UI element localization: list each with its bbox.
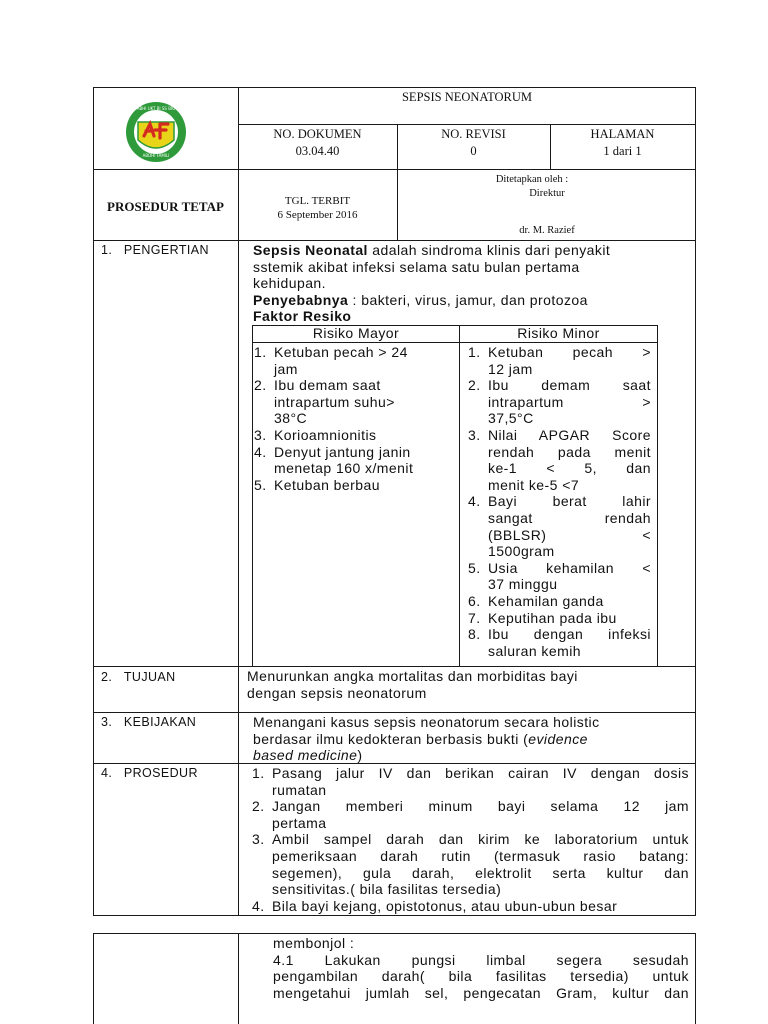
list-item-line: menit ke-5 <7 xyxy=(488,476,580,493)
list-item xyxy=(254,427,454,444)
cont-line-2: 4.1 Lakukan pungsi limbal segera sesudah xyxy=(273,951,689,968)
definition-line-3: kehidupan. xyxy=(253,275,327,292)
list-item-line: Bayi berat lahir xyxy=(488,493,651,510)
nama-direktur: dr. M. Razief xyxy=(519,225,575,236)
row-rule-pengertian xyxy=(93,666,696,667)
list-item-number: 5. xyxy=(254,476,267,493)
kebijakan-italic: evidence xyxy=(528,730,588,747)
list-item xyxy=(252,898,689,915)
risk-table-right xyxy=(657,325,658,666)
list-item-line: 38°C xyxy=(274,410,308,427)
list-item-line: Denyut jantung janin xyxy=(274,443,411,460)
prosedur-tetap-label: PROSEDUR TETAP xyxy=(107,199,224,214)
kebijakan-content xyxy=(253,714,693,764)
halaman-label: HALAMAN xyxy=(590,127,655,141)
risiko-mayor-list xyxy=(254,344,454,493)
list-item-line: Pasang jalur IV dan berikan cairan IV dengan dosis xyxy=(272,765,689,781)
header-rule-2 xyxy=(93,169,696,170)
no-revisi-label: NO. REVISI xyxy=(441,127,506,141)
section-label-kebijakan xyxy=(101,715,196,729)
list-item xyxy=(468,493,651,559)
hospital-logo xyxy=(124,100,188,164)
list-item-line: Ibu demam saat xyxy=(488,377,651,394)
cont-divider xyxy=(238,933,239,1024)
kebijakan-text: ) xyxy=(357,747,363,764)
list-item-number: 4. xyxy=(468,493,481,510)
tgl-terbit-label: TGL. TERBIT xyxy=(284,195,351,207)
list-item-line: Nilai APGAR Score xyxy=(488,426,651,443)
kebijakan-line-3 xyxy=(253,747,693,764)
list-item-number: 5. xyxy=(468,559,481,576)
risiko-minor-list xyxy=(468,344,651,659)
list-item-line: 37 minggu xyxy=(488,576,558,593)
section-title: PROSEDUR xyxy=(123,766,198,780)
list-item xyxy=(468,560,651,593)
section-title: KEBIJAKAN xyxy=(123,715,197,729)
list-item-line: Jangan memberi minum bayi selama 12 jam xyxy=(272,798,689,815)
list-item-line: intrapartum > xyxy=(488,393,651,410)
header-rule-3 xyxy=(93,240,696,241)
list-item xyxy=(468,626,651,659)
list-item-line: (BBLSR) < xyxy=(488,526,651,543)
risiko-mayor-header: Risiko Mayor xyxy=(312,325,400,341)
section-label-prosedur xyxy=(101,766,198,780)
tujuan-line-2: dengan sepsis neonatorum xyxy=(247,684,427,701)
list-item xyxy=(254,477,454,494)
list-item-line: Kehamilan ganda xyxy=(488,592,604,609)
cont-border-right xyxy=(695,933,696,1024)
list-item xyxy=(254,344,454,377)
cont-line-3: pengambilan darah( bila fasilitas tersedia) untuk xyxy=(273,968,689,985)
list-item-line: rumatan xyxy=(272,781,327,798)
definition-line-1 xyxy=(253,242,693,259)
document-title: SEPSIS NEONATORUM xyxy=(401,90,532,104)
list-item-line: 1500gram xyxy=(488,543,555,560)
list-item xyxy=(252,765,689,798)
list-item-number: 4. xyxy=(252,897,265,914)
section-title: TUJUAN xyxy=(123,670,176,684)
list-item-line: Ibu demam saat xyxy=(274,377,381,394)
list-item-line: Ambil sampel darah dan kirim ke laboratorium untuk xyxy=(272,831,689,848)
continuation-content xyxy=(273,935,689,1001)
kebijakan-text: berdasar ilmu kedokteran berbasis bukti ( xyxy=(253,730,529,747)
penyebab-line xyxy=(253,292,693,309)
prosedur-list xyxy=(252,765,689,914)
list-item-line: rendah pada menit xyxy=(488,443,651,460)
tujuan-content xyxy=(247,668,687,701)
list-item xyxy=(468,344,651,377)
list-item-number: 3. xyxy=(254,426,267,443)
list-item-line: intrapartum suhu> xyxy=(274,393,395,410)
logo-bottom-text: ABDHI FAMILI xyxy=(142,153,170,158)
logo-top-text: ABHI UKT BI SS BIG xyxy=(136,106,176,111)
ditetapkan-oleh: Ditetapkan oleh : xyxy=(495,174,569,185)
section-number: 3. xyxy=(101,715,113,729)
no-revisi-value: 0 xyxy=(470,144,477,158)
risk-table-middle xyxy=(459,325,460,666)
list-item-number: 7. xyxy=(468,609,481,626)
penyebab-term: Penyebabnya xyxy=(253,291,349,308)
list-item-number: 2. xyxy=(254,377,267,394)
list-item-line: ke-1 < 5, dan xyxy=(488,460,651,477)
definition-text: adalah sindroma klinis dari penyakit xyxy=(367,242,611,258)
table-border-right xyxy=(695,87,696,916)
section-number: 4. xyxy=(101,766,113,780)
list-item-number: 2. xyxy=(252,798,265,815)
list-item xyxy=(468,377,651,427)
list-item-number: 8. xyxy=(468,626,481,643)
list-item-line: segemen), gula darah, elektrolit serta kultur dan xyxy=(272,864,689,881)
section-number: 2. xyxy=(101,670,113,684)
list-item-line: pemeriksaan darah rutin (termasuk rasio batang: xyxy=(272,847,689,864)
definition-line-2: sstemik akibat infeksi selama satu bulan pertama xyxy=(253,258,580,275)
list-item xyxy=(252,831,689,897)
list-item-number: 6. xyxy=(468,592,481,609)
section-label-tujuan xyxy=(101,670,176,684)
list-item-line: Ketuban berbau xyxy=(274,476,380,493)
list-item xyxy=(252,798,689,831)
tgl-terbit-value: 6 September 2016 xyxy=(277,209,358,221)
list-item-line: Usia kehamilan < xyxy=(488,559,651,576)
jabatan-direktur: Direktur xyxy=(529,188,565,199)
list-item-line: menetap 160 x/menit xyxy=(274,460,414,477)
list-item xyxy=(468,610,651,627)
list-item-line: Bila bayi kejang, opistotonus, atau ubun-ubun besar xyxy=(272,897,618,914)
list-item-number: 1. xyxy=(252,765,265,781)
no-dokumen-label: NO. DOKUMEN xyxy=(273,127,362,141)
halaman-value: 1 dari 1 xyxy=(603,144,642,158)
tujuan-line-1: Menurunkan angka mortalitas dan morbiditas bayi xyxy=(247,668,578,684)
pengertian-content xyxy=(253,242,693,325)
list-item xyxy=(254,377,454,427)
sepsis-neonatal-term: Sepsis Neonatal xyxy=(253,242,368,258)
cont-border-left xyxy=(93,933,94,1024)
row-rule-tujuan xyxy=(93,712,696,713)
no-dokumen-value: 03.04.40 xyxy=(295,144,340,158)
list-item xyxy=(468,427,651,493)
risk-table-left xyxy=(252,325,253,666)
list-item-number: 4. xyxy=(254,443,267,460)
list-item-number: 1. xyxy=(468,344,481,360)
kebijakan-line-1: Menangani kasus sepsis neonatorum secara holistic xyxy=(253,714,600,730)
table-border-bottom xyxy=(93,915,696,916)
cont-line-4: mengetahui jumlah sel, pengecatan Gram, kultur dan xyxy=(273,984,689,1001)
list-item-number: 3. xyxy=(468,426,481,443)
section-title: PENGERTIAN xyxy=(123,243,209,257)
section-label-pengertian xyxy=(101,243,209,257)
header-rule-1 xyxy=(238,124,696,125)
list-item xyxy=(468,593,651,610)
risk-table-header-rule xyxy=(252,342,658,343)
list-item-line: 12 jam xyxy=(488,360,533,377)
list-item-line: 37,5°C xyxy=(488,410,534,427)
list-item-line: sensitivitas.( bila fasilitas tersedia) xyxy=(272,881,502,898)
list-item-number: 1. xyxy=(254,344,267,360)
table-border-top xyxy=(93,87,696,88)
risiko-minor-header: Risiko Minor xyxy=(517,325,600,341)
list-item-line: saluran kemih xyxy=(488,642,582,659)
cont-border-top xyxy=(93,933,696,934)
list-item-line: sangat rendah xyxy=(488,509,651,526)
cont-line-1: membonjol : xyxy=(273,935,355,951)
list-item-line: pertama xyxy=(272,814,327,831)
kebijakan-italic: based medicine xyxy=(253,747,358,764)
list-item-line: Ketuban pecah > 24 xyxy=(274,344,408,360)
penyebab-text: : bakteri, virus, jamur, dan protozoa xyxy=(348,291,588,308)
section-number: 1. xyxy=(101,243,113,257)
list-item-line: Korioamnionitis xyxy=(274,426,377,443)
list-item-number: 2. xyxy=(468,377,481,394)
faktor-resiko-heading: Faktor Resiko xyxy=(253,308,352,325)
list-item xyxy=(254,444,454,477)
list-item-line: jam xyxy=(274,360,298,377)
list-item-line: Keputihan pada ibu xyxy=(488,609,617,626)
list-item-number: 3. xyxy=(252,831,265,848)
kebijakan-line-2 xyxy=(253,731,693,748)
list-item-line: Ketuban pecah > xyxy=(488,344,651,360)
list-item-line: Ibu dengan infeksi xyxy=(488,626,651,643)
